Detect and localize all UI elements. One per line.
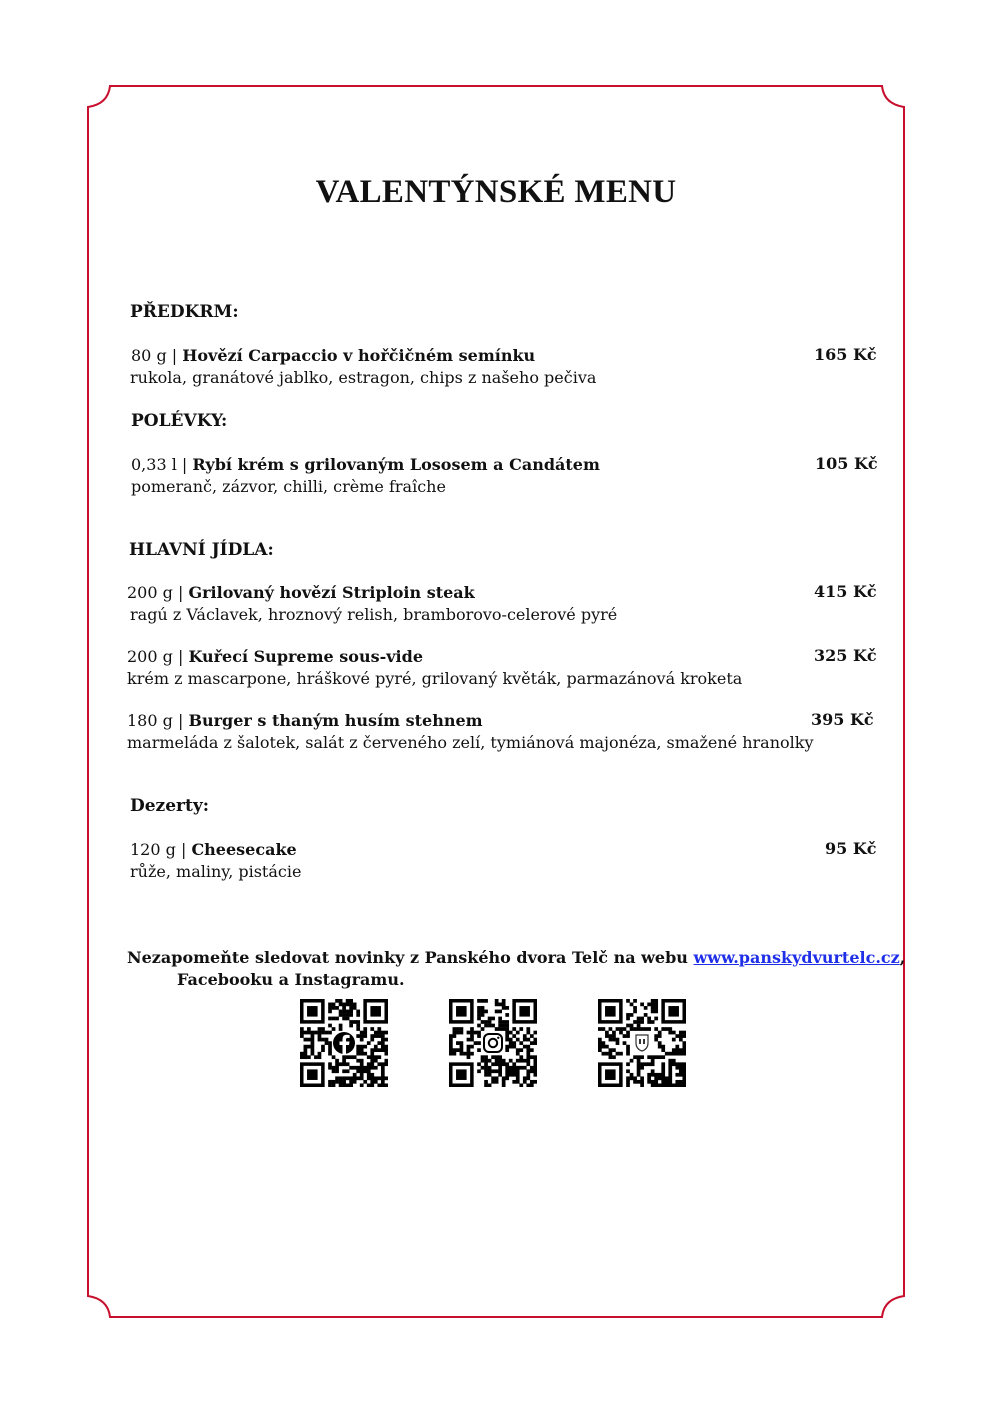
item-portion: 180 g |: [127, 711, 184, 730]
section-mains-heading: HLAVNÍ JÍDLA:: [129, 540, 274, 560]
menu-item: [131, 345, 596, 389]
item-portion: 200 g |: [127, 583, 184, 602]
menu-item: [127, 646, 742, 690]
item-name: Rybí krém s grilovaným Lososem a Candátem: [192, 455, 600, 474]
section-soups-heading: POLÉVKY:: [131, 411, 228, 431]
item-portion: 120 g |: [130, 840, 187, 859]
website-link[interactable]: www.panskydvurtelc.cz: [693, 948, 900, 967]
item-description: marmeláda z šalotek, salát z červeného zelí, tymiánová majonéza, smažené hranolky: [127, 733, 814, 752]
footer-line1: Nezapomeňte sledovat novinky z Panského dvora Telč na webu: [127, 948, 688, 967]
hotel-logo-icon: [631, 1032, 653, 1054]
section-desserts-heading: Dezerty:: [130, 796, 209, 816]
website-qr-code[interactable]: [598, 999, 686, 1087]
item-price: 105 Kč: [815, 454, 878, 473]
footer-comma: ,: [899, 948, 906, 967]
item-price: 95 Kč: [825, 839, 877, 858]
menu-item: [127, 582, 617, 626]
item-description: rukola, granátové jablko, estragon, chips z našeho pečiva: [130, 368, 597, 387]
item-name: Burger s thaným husím stehnem: [188, 711, 483, 730]
item-portion: 0,33 l |: [131, 455, 188, 474]
facebook-qr-code[interactable]: [300, 999, 388, 1087]
item-name: Cheesecake: [191, 840, 297, 859]
instagram-icon: [482, 1032, 504, 1054]
footer-text: [127, 947, 905, 969]
section-starter-heading: PŘEDKRM:: [130, 302, 239, 322]
menu-item: [130, 839, 301, 883]
item-portion: 200 g |: [127, 647, 184, 666]
item-portion: 80 g |: [131, 346, 178, 365]
item-description: pomeranč, zázvor, chilli, crème fraîche: [131, 477, 446, 496]
item-name: Kuřecí Supreme sous-vide: [188, 647, 423, 666]
item-price: 415 Kč: [814, 582, 877, 601]
item-price: 325 Kč: [814, 646, 877, 665]
item-name: Hovězí Carpaccio v hořčičném semínku: [182, 346, 536, 365]
page-title: VALENTÝNSKÉ MENU: [315, 174, 677, 210]
instagram-qr-code[interactable]: [449, 999, 537, 1087]
menu-item: [127, 710, 814, 754]
item-description: krém z mascarpone, hráškové pyré, grilovaný květák, parmazánová kroketa: [127, 669, 743, 688]
item-price: 395 Kč: [811, 710, 874, 729]
item-price: 165 Kč: [814, 345, 877, 364]
item-description: růže, maliny, pistácie: [130, 862, 302, 881]
footer-line2: Facebooku a Instagramu.: [177, 970, 405, 989]
item-description: ragú z Václavek, hroznový relish, bramborovo-celerové pyré: [130, 605, 618, 624]
menu-item: [131, 454, 600, 498]
item-name: Grilovaný hovězí Striploin steak: [188, 583, 475, 602]
